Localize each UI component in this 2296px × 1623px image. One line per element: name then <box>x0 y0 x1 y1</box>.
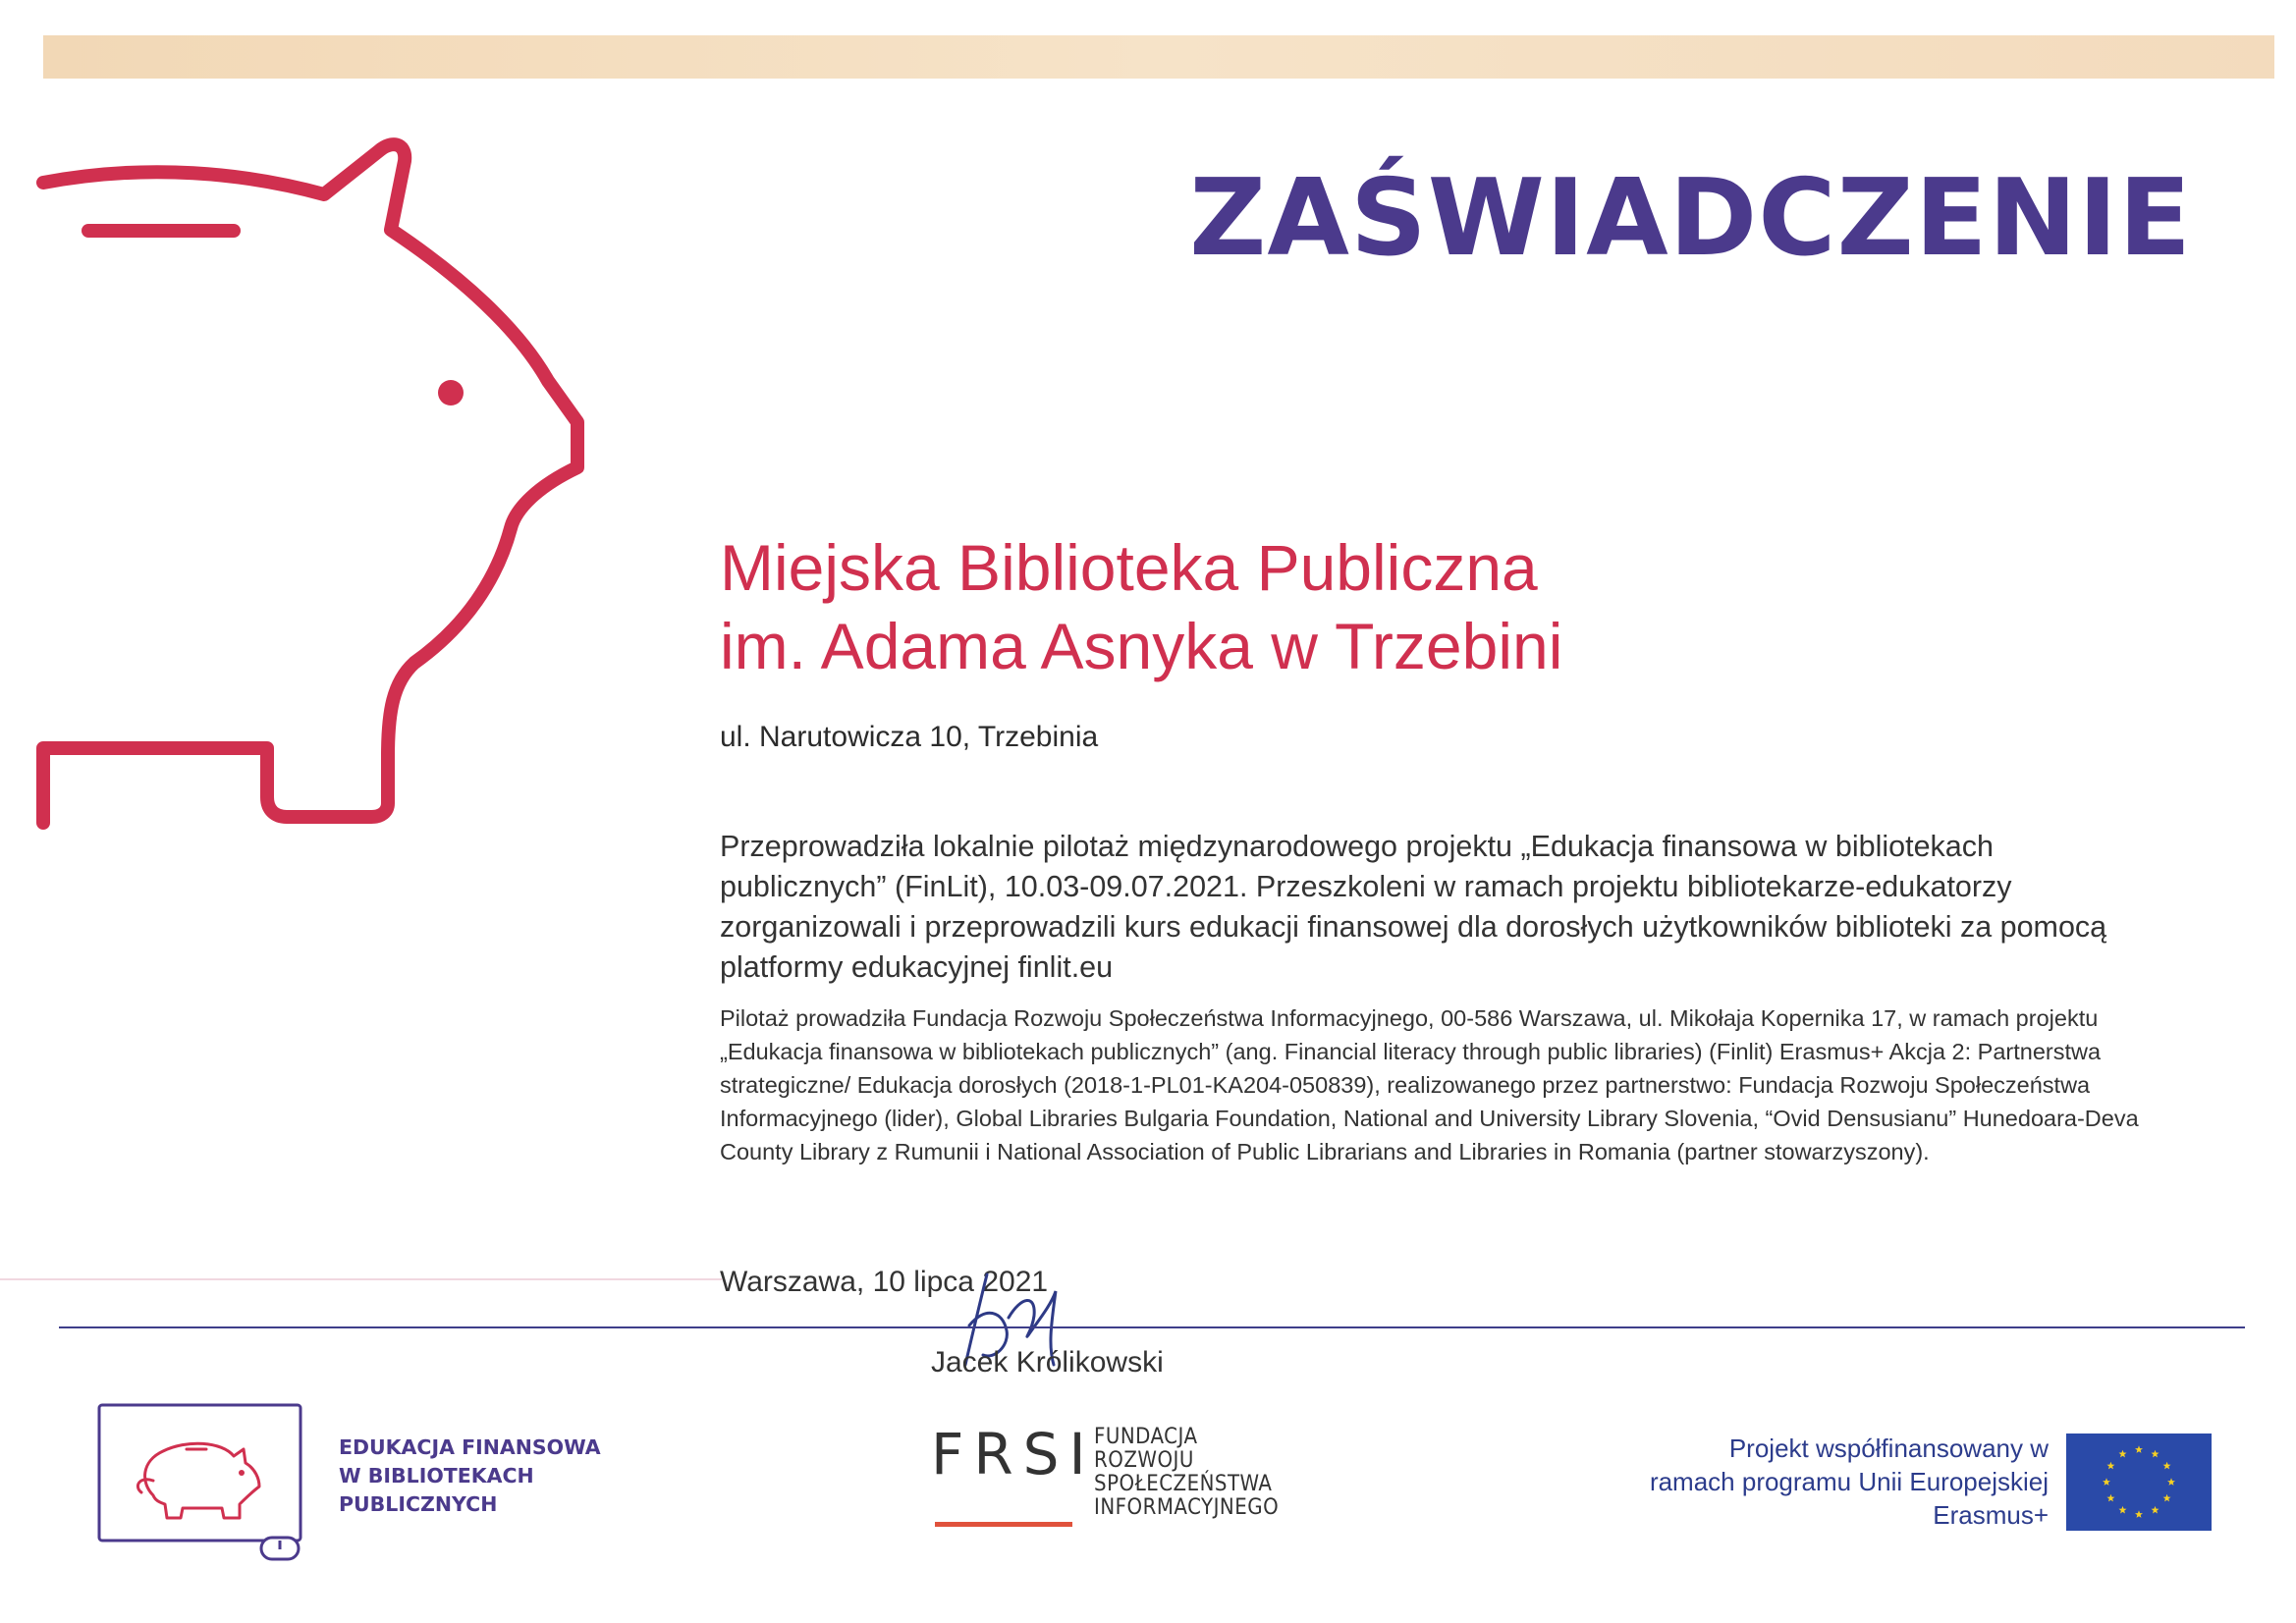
edu-line1: EDUKACJA FINANSOWA <box>339 1435 601 1459</box>
eu-line2: ramach programu Unii Europejskiej <box>1649 1467 2049 1496</box>
frsi-logo-mark: FRSI <box>931 1421 1096 1488</box>
certificate-details-text: Pilotaż prowadziła Fundacja Rozwoju Społeczeństwa Informacyjnego, 00-586 Warszawa, ul. Mikołaja Kopernika 17, w ramach projektu „Edukacja finansowa w bibliotekach publicznych” (ang. Financial literacy through public libraries) (Finlit) Erasmus+ Akcja 2: Partnerstwa strategiczne/ Edukacja dorosłych (2018-1-PL01-KA204-050839), realizowanego przez partnerstwo: Fundacja Rozwoju Społeczeństwa Informacyjnego (lider), Global Libraries Bulgaria Foundation, National and University Library Slovenia, “Ovid Densusianu” Hunedoara-Deva County Library z Rumunii i National Association of Public Librarians and Libraries in Romania (partner stowarzyszony). <box>720 1005 2139 1164</box>
library-name <box>720 528 1562 685</box>
eu-cofinancing-text <box>1650 1432 2049 1532</box>
top-decorative-band <box>43 35 2274 79</box>
edu-line3: PUBLICZNYCH <box>339 1492 498 1516</box>
frsi-line1: FUNDACJA <box>1094 1425 1198 1449</box>
footer-divider <box>59 1326 2245 1328</box>
certificate-title: ZAŚWIADCZENIE <box>1189 157 2192 280</box>
issue-date: Warszawa, 10 lipca 2021 <box>720 1266 1049 1298</box>
eu-flag-icon <box>2066 1434 2212 1531</box>
frsi-line2: ROZWOJU <box>1094 1448 1194 1473</box>
library-address: ul. Narutowicza 10, Trzebinia <box>720 721 1099 753</box>
piggy-bank-icon <box>0 128 619 835</box>
eu-line1: Projekt współfinansowany w <box>1728 1434 2049 1463</box>
faint-divider <box>0 1278 722 1280</box>
edu-piggy-logo-icon <box>96 1402 312 1563</box>
frsi-accent-bar <box>935 1522 1072 1527</box>
library-name-line1: Miejska Biblioteka Publiczna <box>720 531 1538 604</box>
frsi-line4: INFORMACYJNEGO <box>1094 1495 1280 1520</box>
eu-line3: Erasmus+ <box>1933 1500 2049 1530</box>
frsi-line3: SPOŁECZEŃSTWA <box>1094 1472 1273 1496</box>
certificate-main-text: Przeprowadziła lokalnie pilotaż międzynarodowego projektu „Edukacja finansowa w bibliotekach publicznych” (FinLit), 10.03-09.07.2021. Przeszkoleni w ramach projektu bibliotekarze-edukatorzy zorganizowali i przeprowadzili kurs edukacji finansowej dla dorosłych użytkowników biblioteki za pomocą platformy edukacyjnej finlit.eu <box>720 830 2107 984</box>
edu-line2: W BIBLIOTEKACH <box>339 1464 534 1488</box>
library-name-line2: im. Adama Asnyka w Trzebini <box>720 610 1563 682</box>
edu-logo-text <box>339 1434 601 1519</box>
signer-name: Jacek Królikowski <box>931 1346 1164 1379</box>
frsi-full-name <box>1094 1426 1279 1520</box>
